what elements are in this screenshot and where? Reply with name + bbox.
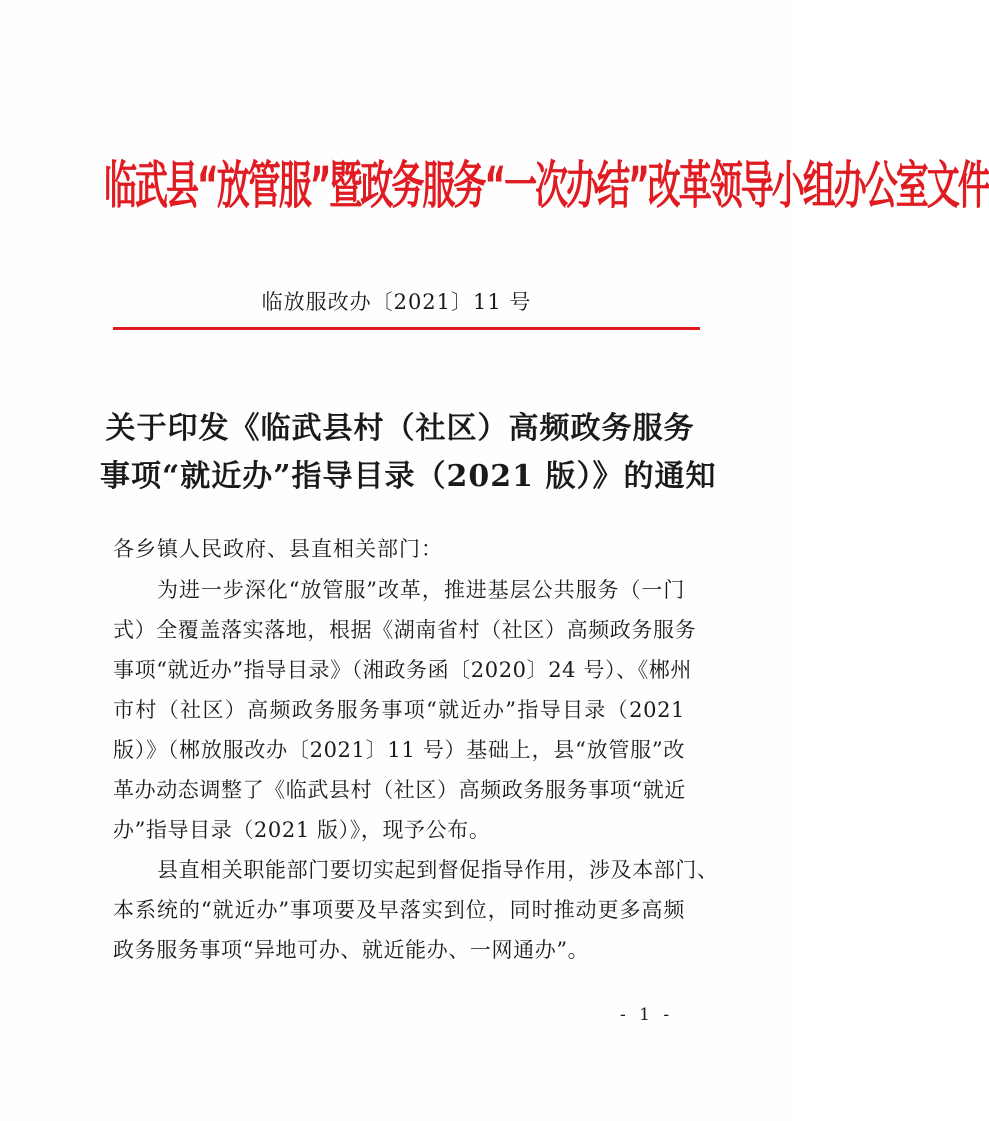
issuing-authority-header: 临武县“放管服”暨政务服务“一次办结”改革领导小组办公室文件 [104,155,989,216]
body-paragraph-1 [113,570,697,850]
body-paragraph-2 [113,850,719,970]
paragraph-line: 办”指导目录（2021 版）》，现予公布。 [113,818,491,842]
paragraph-line: 县直相关职能部门要切实起到督促指导作用，涉及本部门、 [157,858,719,882]
paragraph-line: 革办动态调整了《临武县村（社区）高频政务服务事项“就近 [113,778,686,802]
red-separator-rule [113,327,700,330]
paragraph-line: 政务服务事项“异地可办、就近能办、一网通办”。 [113,938,590,962]
document-title [100,405,717,501]
title-line-2: 事项“就近办”指导目录（2021 版）》的通知 [100,459,717,494]
paragraph-line: 本系统的“就近办”事项要及早落实到位，同时推动更多高频 [113,898,685,922]
title-line-1: 关于印发《临武县村（社区）高频政务服务 [105,411,695,446]
paragraph-line: 为进一步深化“放管服”改革，推进基层公共服务（一门 [157,578,685,602]
paragraph-line: 版）》（郴放服改办〔2021〕11 号）基础上，县“放管服”改 [113,738,685,762]
paragraph-line: 市村（社区）高频政务服务事项“就近办”指导目录（2021 [113,698,685,722]
page-number: - 1 - [620,1005,674,1025]
paragraph-line: 式）全覆盖落实落地，根据《湖南省村（社区）高频政务服务 [113,618,697,642]
paragraph-line: 事项“就近办”指导目录》（湘政务函〔2020〕24 号）、《郴州 [113,658,693,682]
salutation: 各乡镇人民政府、县直相关部门： [113,537,443,561]
document-number: 临放服改办〔2021〕11 号 [261,290,532,314]
